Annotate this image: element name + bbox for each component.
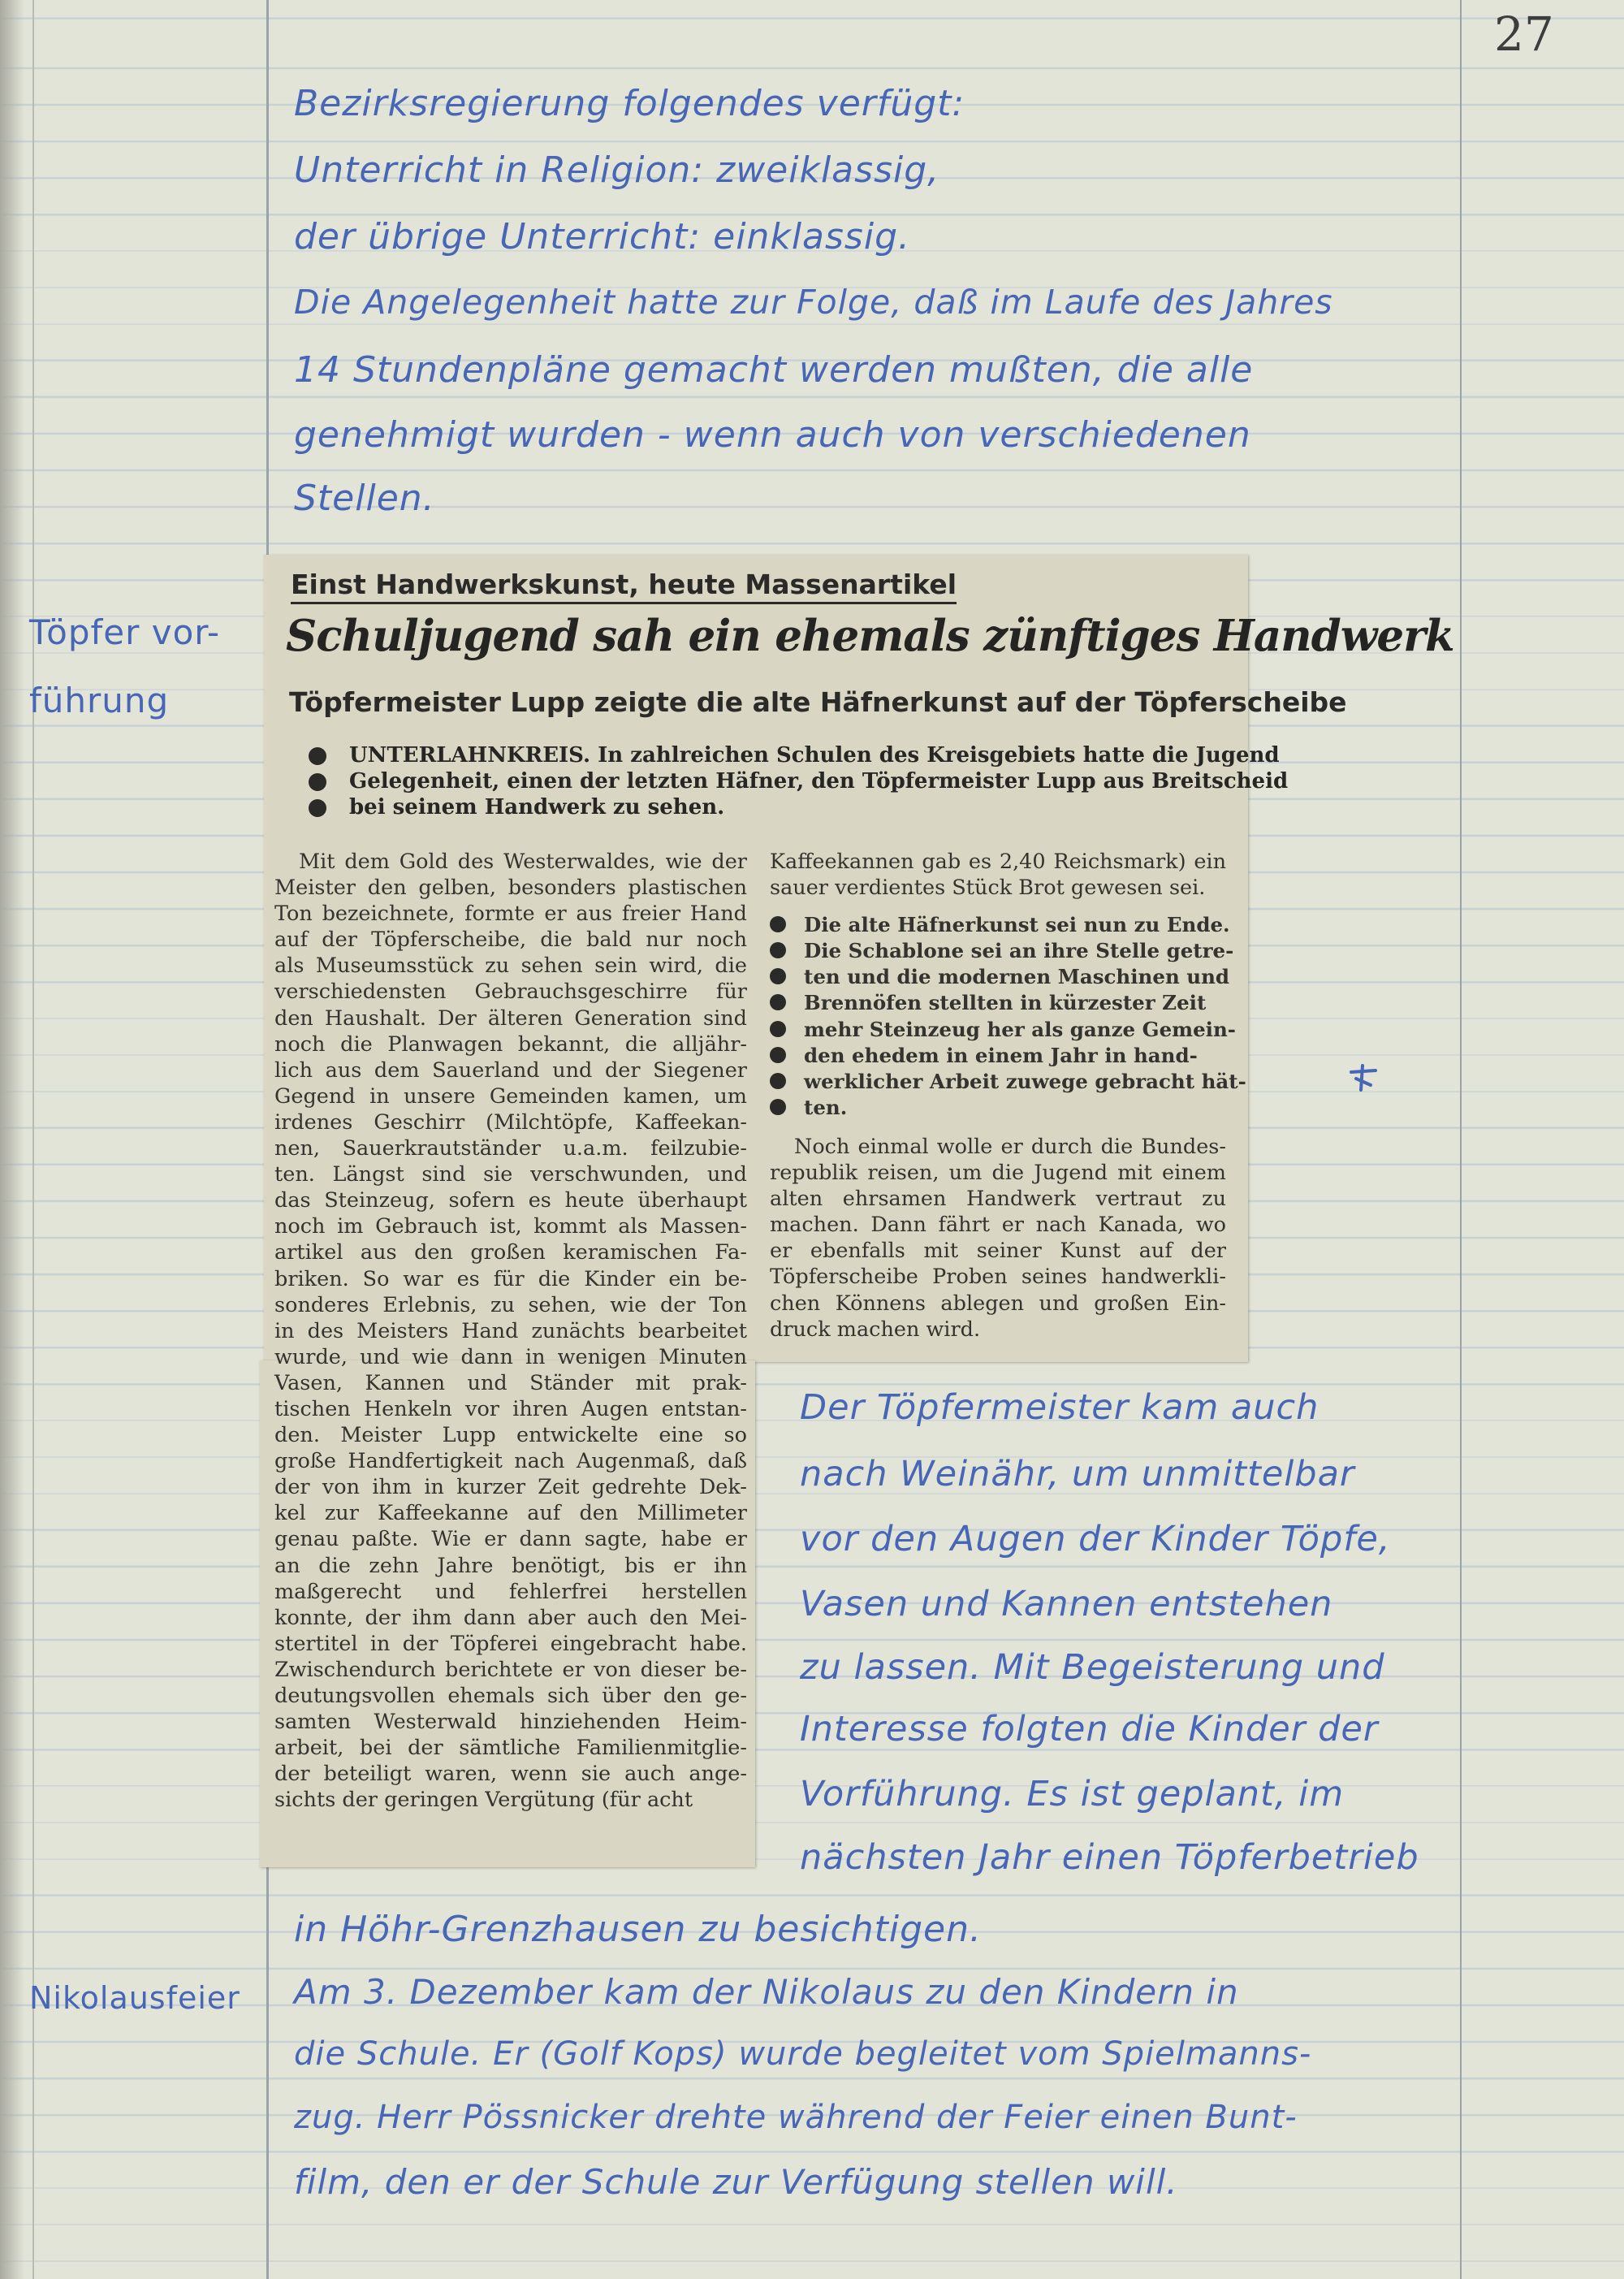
clipping-text-line: noch die Planwagen bekannt, die alljähr- — [274, 1031, 747, 1057]
column-right-top — [770, 849, 1226, 901]
clipping-text-line: ten. Längst sind sie verschwunden, und — [274, 1162, 747, 1187]
ink-mark-icon — [1348, 1064, 1380, 1093]
handwriting-line: 14 Stundenpläne gemacht werden mußten, die alle — [294, 349, 1254, 391]
bullet-dot — [770, 994, 786, 1010]
page-edge-shadow — [0, 0, 24, 2279]
clipping-text-line — [770, 938, 1234, 964]
clipping-text-line: wurde, und wie dann in wenigen Minuten — [274, 1344, 747, 1369]
handwriting-line: in Höhr-Grenzhausen zu besichtigen. — [294, 1909, 982, 1950]
clipping-subhead: Töpfermeister Lupp zeigte die alte Häfnerkunst auf der Töpferscheibe — [289, 686, 1347, 718]
clipping-text-line: Töpferscheibe Proben seines handwerkli- — [770, 1265, 1226, 1290]
clipping-text-line — [770, 1017, 1236, 1043]
handwriting-line: die Schule. Er (Golf Kops) wurde begleitet vom Spielmanns- — [294, 2035, 1312, 2073]
lead-line — [309, 768, 1289, 794]
clipping-text-line: den Haushalt. Der älteren Generation sind — [274, 1005, 747, 1031]
handwriting-line: zu lassen. Mit Begeisterung und — [800, 1647, 1385, 1688]
clipping-text-line: alten ehrsamen Handwerk vertraut zu — [770, 1187, 1226, 1212]
clipping-text-line: Zwischendurch berichtete er von dieser be- — [274, 1657, 747, 1682]
clipping-text-line: sauer verdientes Stück Brot gewesen sei. — [770, 876, 1206, 901]
lead-line — [309, 742, 1280, 768]
handwriting-line: film, den er der Schule zur Verfügung stellen will. — [294, 2162, 1178, 2202]
clipping-bold-text: Brennöfen stellten in kürzester Zeit — [804, 991, 1207, 1015]
clipping-text-line: genau paßte. Wie er dann sagte, habe er — [274, 1527, 747, 1552]
clipping-text-line: tischen Henkeln vor ihren Augen entstan- — [274, 1396, 747, 1421]
clipping-text-line: an die zehn Jahre benötigt, bis er ihn — [274, 1553, 747, 1578]
clipping-text-line: arbeit, bei der sämtliche Familienmitglie- — [274, 1736, 747, 1761]
bullet-dot — [309, 799, 326, 817]
clipping-text-line: als Museumsstück zu sehen sein wird, die — [274, 954, 747, 979]
handwriting-line: nach Weinähr, um unmittelbar — [800, 1454, 1355, 1494]
handwriting-line: der übrige Unterricht: einklassig. — [294, 216, 910, 257]
clipping-text-line: das Steinzeug, sofern es heute überhaupt — [274, 1188, 747, 1213]
left-edge-rule — [32, 0, 34, 2279]
clipping-text-line: er ebenfalls mit seiner Kunst auf der — [770, 1239, 1226, 1264]
bullet-dot — [309, 747, 326, 765]
bullet-dot — [770, 1099, 786, 1115]
clipping-text-line: Ton bezeichnete, formte er aus freier Hand — [274, 902, 747, 927]
bullet-dot — [770, 968, 786, 984]
clipping-text-line: samten Westerwald hinziehenden Heim- — [274, 1710, 747, 1735]
clipping-text-line: republik reisen, um die Jugend mit einem — [770, 1161, 1226, 1186]
clipping-bold-text: ten. — [804, 1095, 848, 1119]
bullet-dot — [770, 1047, 786, 1063]
clipping-bold-text: Die Schablone sei an ihre Stelle getre- — [804, 939, 1234, 963]
handwriting-line: Stellen. — [294, 478, 435, 519]
clipping-text-line: maßgerecht und fehlerfrei herstellen — [274, 1579, 747, 1604]
bullet-dot — [770, 916, 786, 932]
bullet-dot — [770, 942, 786, 958]
handwriting-line: Vasen und Kannen entstehen — [800, 1584, 1333, 1624]
clipping-text-line: Vasen, Kannen und Ständer mit prak- — [274, 1370, 747, 1395]
handwriting-line: Interesse folgten die Kinder der — [800, 1709, 1379, 1749]
handwriting-line: Bezirksregierung folgendes verfügt: — [294, 83, 965, 124]
clipping-text-line: sonderes Erlebnis, zu sehen, wie der Ton — [274, 1292, 747, 1317]
clipping-text-line: noch im Gebrauch ist, kommt als Massen- — [274, 1214, 747, 1239]
clipping-lead — [309, 742, 1289, 820]
bullet-dot — [770, 1021, 786, 1037]
handwriting-line: nächsten Jahr einen Töpferbetrieb — [800, 1837, 1419, 1878]
clipping-text-line: lich aus dem Sauerland und der Siegener — [274, 1057, 747, 1083]
clipping-text-line — [770, 1069, 1246, 1095]
clipping-text-line: nen, Sauerkrautständer u.a.m. feilzubie- — [274, 1136, 747, 1161]
clipping-bold-text: mehr Steinzeug her als ganze Gemein- — [804, 1017, 1236, 1041]
clipping-text-line: Noch einmal wolle er durch die Bundes- — [794, 1134, 1226, 1159]
clipping-text-line: kel zur Kaffeekanne auf den Millimeter — [274, 1501, 747, 1526]
clipping-text-line: Meister den gelben, besonders plastischen — [274, 876, 747, 901]
clipping-column-left — [274, 849, 747, 1813]
handwriting-line: genehmigt wurden - wenn auch von verschiedenen — [294, 414, 1251, 456]
lead-text: Gelegenheit, einen der letzten Häfner, den Töpfermeister Lupp aus Breitscheid — [349, 769, 1289, 794]
handwriting-line: Am 3. Dezember kam der Nikolaus zu den Kindern in — [294, 1972, 1239, 2012]
column-right-bold — [770, 912, 1246, 1121]
handwriting-line: Die Angelegenheit hatte zur Folge, daß im Laufe des Jahres — [294, 283, 1333, 322]
clipping-text-line — [770, 990, 1226, 1016]
clipping-text-line: machen. Dann fährt er nach Kanada, wo — [770, 1213, 1226, 1238]
clipping-bold-text: werklicher Arbeit zuwege gebracht hät- — [804, 1069, 1246, 1093]
clipping-text-line: der beteiligt waren, wenn sie auch ange- — [274, 1762, 747, 1787]
clipping-text-line: druck machen wird. — [770, 1317, 981, 1342]
lead-text: bei seinem Handwerk zu sehen. — [349, 795, 725, 819]
clipping-column-right — [770, 849, 1246, 1343]
clipping-text-line: irdenes Geschirr (Milchtöpfe, Kaffeekan- — [274, 1109, 747, 1135]
clipping-headline: Schuljugend sah ein ehemals zünftiges Handwerk — [286, 611, 1454, 661]
clipping-text-line: der von ihm in kurzer Zeit gedrehte Dek- — [274, 1475, 747, 1500]
clipping-text-line — [770, 1095, 1226, 1121]
bullet-dot — [309, 773, 326, 791]
clipping-text-line: chen Könnens ablegen und großen Ein- — [770, 1291, 1226, 1316]
clipping-text-line — [770, 964, 1230, 990]
clipping-bold-text: den ehedem in einem Jahr in hand- — [804, 1043, 1198, 1067]
clipping-text-line: in des Meisters Hand zunächts bearbeitet — [274, 1318, 747, 1343]
bullet-dot — [770, 1073, 786, 1089]
column-right-bottom — [770, 1134, 1226, 1343]
page-number: 27 — [1494, 6, 1554, 62]
clipping-bold-text: ten und die modernen Maschinen und — [804, 965, 1230, 989]
lead-line — [309, 794, 1226, 820]
clipping-text-line: artikel aus den großen keramischen Fa- — [274, 1240, 747, 1265]
clipping-text-line: große Handfertigkeit nach Augenmaß, daß — [274, 1449, 747, 1474]
clipping-text-line: Kaffeekannen gab es 2,40 Reichsmark) ein — [770, 850, 1226, 874]
handwriting-line: Unterricht in Religion: zweiklassig, — [294, 149, 940, 191]
clipping-bold-text: Die alte Häfnerkunst sei nun zu Ende. — [804, 913, 1230, 937]
right-margin-rule — [1460, 0, 1462, 2279]
handwriting-line: Der Töpfermeister kam auch — [800, 1387, 1320, 1428]
handwriting-line: zug. Herr Pössnicker drehte während der Feier einen Bunt- — [294, 2099, 1298, 2136]
clipping-text-line: Mit dem Gold des Westerwaldes, wie der — [299, 850, 747, 874]
clipping-text-line: den. Meister Lupp entwickelte eine so — [274, 1423, 747, 1448]
clipping-text-line: konnte, der ihm dann aber auch den Mei- — [274, 1605, 747, 1630]
clipping-text-line: auf der Töpferscheibe, die bald nur noch — [274, 928, 747, 953]
clipping-text-line — [770, 1043, 1226, 1069]
clipping-text-line — [770, 912, 1230, 938]
margin-note-nikolaus: Nikolausfeier — [29, 1980, 240, 2016]
clipping-text-line: deutungsvollen ehemals sich über den ge- — [274, 1684, 747, 1708]
margin-note-toepfer: Töpfer vor- — [29, 612, 221, 652]
handwriting-line: Vorführung. Es ist geplant, im — [800, 1774, 1345, 1814]
clipping-text-line: verschiedensten Gebrauchsgeschirre für — [274, 979, 747, 1005]
clipping-text-line: stertitel in der Töpferei eingebracht habe. — [274, 1631, 747, 1656]
clipping-text-line: Gegend in unsere Gemeinden kamen, um — [274, 1083, 747, 1109]
handwriting-line: vor den Augen der Kinder Töpfe, — [800, 1519, 1391, 1559]
clipping-kicker: Einst Handwerkskunst, heute Massenartikel — [291, 569, 957, 604]
clipping-text-line: sichts der geringen Vergütung (für acht — [274, 1788, 693, 1813]
lead-text: UNTERLAHNKREIS. In zahlreichen Schulen des Kreisgebiets hatte die Jugend — [349, 743, 1280, 768]
margin-note-toepfer: führung — [29, 681, 170, 720]
clipping-text-line: briken. So war es für die Kinder ein be- — [274, 1266, 747, 1291]
